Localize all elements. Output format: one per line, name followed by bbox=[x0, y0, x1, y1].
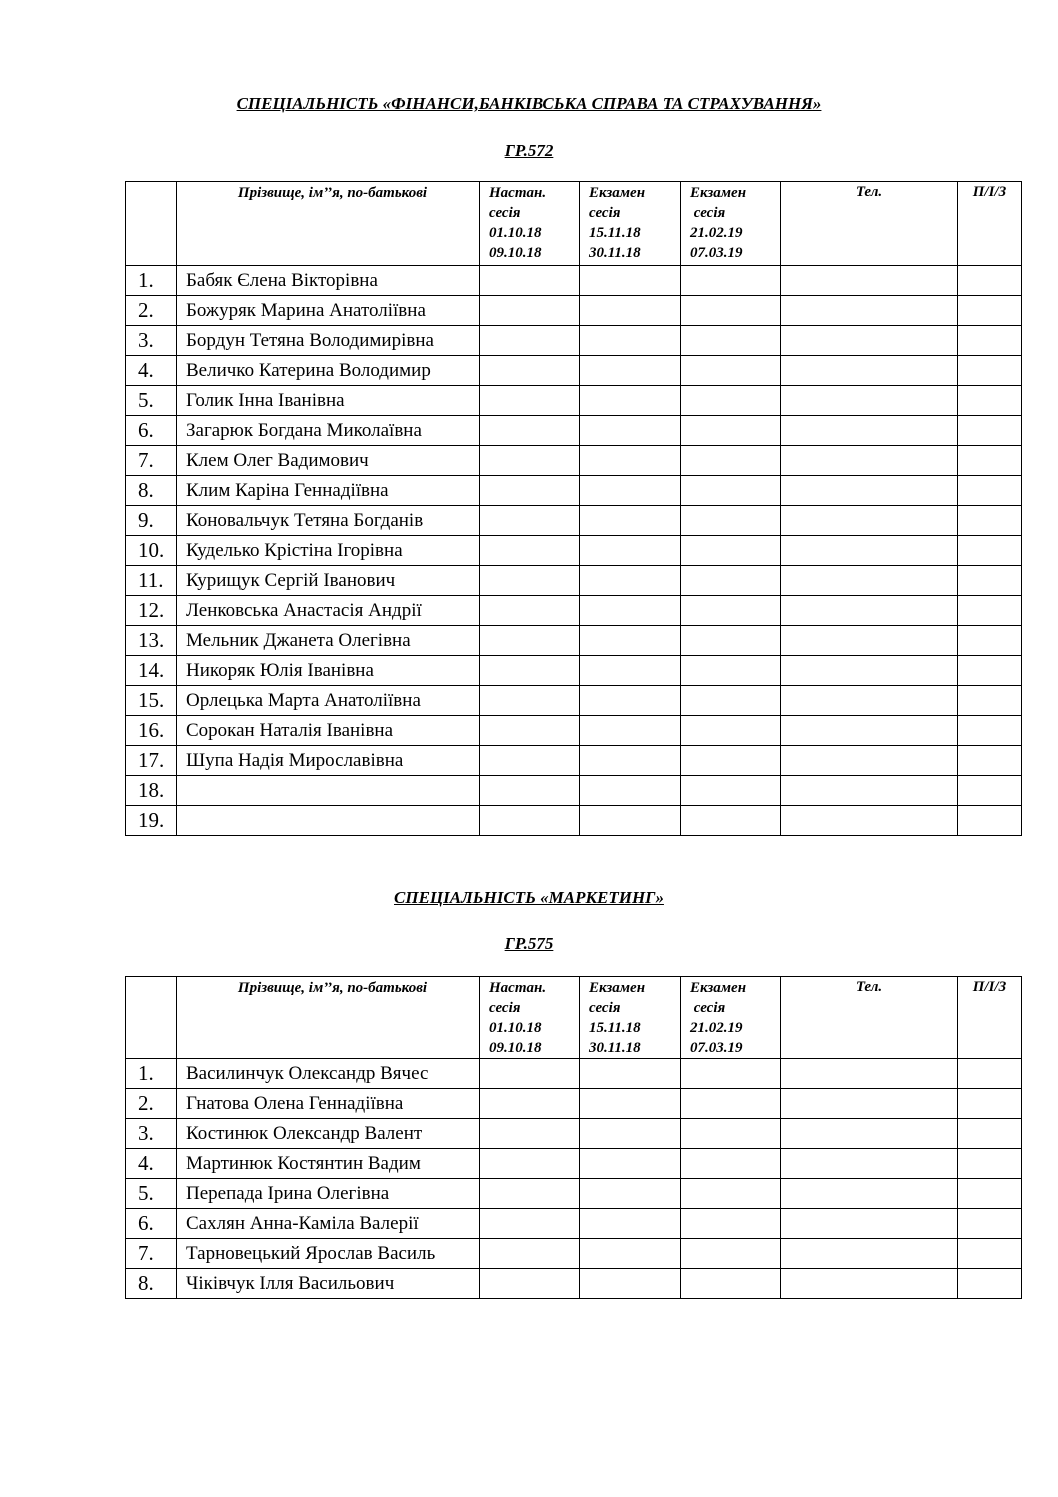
cell-pib bbox=[958, 266, 1022, 296]
cell-pib bbox=[958, 656, 1022, 686]
cell-session-3 bbox=[681, 626, 781, 656]
cell-pib bbox=[958, 1149, 1022, 1179]
table-row bbox=[126, 776, 1022, 806]
cell-pib bbox=[958, 476, 1022, 506]
cell-pib bbox=[958, 1239, 1022, 1269]
table-row bbox=[126, 416, 1022, 446]
cell-session-1 bbox=[480, 386, 580, 416]
table-row bbox=[126, 266, 1022, 296]
student-name: Гнатова Олена Геннадіївна bbox=[177, 1089, 480, 1119]
student-name: Загарюк Богдана Миколаївна bbox=[177, 416, 480, 446]
header-num bbox=[126, 977, 177, 1059]
cell-session-2 bbox=[580, 326, 681, 356]
cell-session-3 bbox=[681, 536, 781, 566]
cell-pib bbox=[958, 1059, 1022, 1089]
cell-tel bbox=[781, 1059, 958, 1089]
row-number: 10. bbox=[126, 536, 177, 566]
header-session-1: Настан. сесія 01.10.18 09.10.18 bbox=[480, 182, 580, 266]
student-name: Клем Олег Вадимович bbox=[177, 446, 480, 476]
cell-session-2 bbox=[580, 506, 681, 536]
cell-tel bbox=[781, 626, 958, 656]
cell-session-3 bbox=[681, 476, 781, 506]
table-row bbox=[126, 1059, 1022, 1089]
cell-tel bbox=[781, 1209, 958, 1239]
header-num bbox=[126, 182, 177, 266]
students-table-575 bbox=[125, 976, 1022, 1299]
cell-session-2 bbox=[580, 476, 681, 506]
cell-session-2 bbox=[580, 416, 681, 446]
header-tel: Тел. bbox=[781, 182, 958, 266]
row-number: 16. bbox=[126, 716, 177, 746]
cell-pib bbox=[958, 356, 1022, 386]
cell-session-2 bbox=[580, 446, 681, 476]
student-name: Бабяк Єлена Вікторівна bbox=[177, 266, 480, 296]
cell-session-1 bbox=[480, 716, 580, 746]
student-name: Шупа Надія Мирославівна bbox=[177, 746, 480, 776]
student-name: Костинюк Олександр Валент bbox=[177, 1119, 480, 1149]
row-number: 8. bbox=[126, 476, 177, 506]
row-number: 19. bbox=[126, 806, 177, 836]
cell-pib bbox=[958, 296, 1022, 326]
group-title-575: ГР.575 bbox=[504, 934, 554, 953]
cell-tel bbox=[781, 686, 958, 716]
cell-session-1 bbox=[480, 446, 580, 476]
cell-tel bbox=[781, 1119, 958, 1149]
row-number: 14. bbox=[126, 656, 177, 686]
header-session-2: Екзамен сесія 15.11.18 30.11.18 bbox=[580, 977, 681, 1059]
header-session-3: Екзамен сесія 21.02.19 07.03.19 bbox=[681, 182, 781, 266]
rows-575 bbox=[126, 1059, 1022, 1299]
cell-session-3 bbox=[681, 1209, 781, 1239]
cell-session-1 bbox=[480, 266, 580, 296]
cell-tel bbox=[781, 1089, 958, 1119]
cell-session-3 bbox=[681, 566, 781, 596]
table-header-row bbox=[126, 182, 1022, 266]
cell-pib bbox=[958, 446, 1022, 476]
student-name: Мартинюк Костянтин Вадим bbox=[177, 1149, 480, 1179]
cell-session-3 bbox=[681, 746, 781, 776]
row-number: 1. bbox=[126, 266, 177, 296]
cell-session-2 bbox=[580, 596, 681, 626]
cell-session-3 bbox=[681, 506, 781, 536]
cell-session-2 bbox=[580, 806, 681, 836]
table-row bbox=[126, 716, 1022, 746]
row-number: 9. bbox=[126, 506, 177, 536]
cell-tel bbox=[781, 566, 958, 596]
rows-572 bbox=[126, 266, 1022, 836]
row-number: 13. bbox=[126, 626, 177, 656]
cell-pib bbox=[958, 686, 1022, 716]
student-name bbox=[177, 776, 480, 806]
student-name: Перепада Ірина Олегівна bbox=[177, 1179, 480, 1209]
cell-pib bbox=[958, 536, 1022, 566]
row-number: 8. bbox=[126, 1269, 177, 1299]
cell-pib bbox=[958, 1269, 1022, 1299]
cell-session-1 bbox=[480, 686, 580, 716]
cell-session-1 bbox=[480, 626, 580, 656]
table-row bbox=[126, 356, 1022, 386]
student-name: Клим Каріна Геннадіївна bbox=[177, 476, 480, 506]
cell-session-3 bbox=[681, 266, 781, 296]
cell-session-2 bbox=[580, 656, 681, 686]
cell-pib bbox=[958, 386, 1022, 416]
cell-session-1 bbox=[480, 1209, 580, 1239]
cell-pib bbox=[958, 806, 1022, 836]
cell-pib bbox=[958, 626, 1022, 656]
table-row bbox=[126, 1179, 1022, 1209]
student-name: Курищук Сергій Іванович bbox=[177, 566, 480, 596]
cell-session-3 bbox=[681, 596, 781, 626]
table-row bbox=[126, 596, 1022, 626]
row-number: 2. bbox=[126, 1089, 177, 1119]
cell-session-3 bbox=[681, 1239, 781, 1269]
cell-tel bbox=[781, 806, 958, 836]
header-session-1: Настан. сесія 01.10.18 09.10.18 bbox=[480, 977, 580, 1059]
cell-session-1 bbox=[480, 1059, 580, 1089]
student-name: Бордун Тетяна Володимирівна bbox=[177, 326, 480, 356]
student-name: Тарновецький Ярослав Василь bbox=[177, 1239, 480, 1269]
table-row bbox=[126, 566, 1022, 596]
cell-pib bbox=[958, 1209, 1022, 1239]
cell-session-1 bbox=[480, 596, 580, 626]
cell-session-1 bbox=[480, 1119, 580, 1149]
cell-session-1 bbox=[480, 476, 580, 506]
row-number: 4. bbox=[126, 356, 177, 386]
cell-session-2 bbox=[580, 296, 681, 326]
cell-pib bbox=[958, 1089, 1022, 1119]
table-row bbox=[126, 656, 1022, 686]
row-number: 3. bbox=[126, 326, 177, 356]
student-name bbox=[177, 806, 480, 836]
row-number: 7. bbox=[126, 1239, 177, 1269]
student-name: Сорокан Наталія Іванівна bbox=[177, 716, 480, 746]
student-name: Голик Інна Іванівна bbox=[177, 386, 480, 416]
table-header-row bbox=[126, 977, 1022, 1059]
student-name: Ленковська Анастасія Андрії bbox=[177, 596, 480, 626]
cell-pib bbox=[958, 776, 1022, 806]
header-session-3: Екзамен сесія 21.02.19 07.03.19 bbox=[681, 977, 781, 1059]
table-row bbox=[126, 446, 1022, 476]
cell-session-1 bbox=[480, 536, 580, 566]
cell-tel bbox=[781, 1269, 958, 1299]
cell-session-2 bbox=[580, 776, 681, 806]
cell-session-3 bbox=[681, 1119, 781, 1149]
table-row bbox=[126, 626, 1022, 656]
row-number: 7. bbox=[126, 446, 177, 476]
cell-tel bbox=[781, 506, 958, 536]
header-name: Прізвище, ім’’я, по-батькові bbox=[177, 977, 480, 1059]
table-row bbox=[126, 476, 1022, 506]
cell-session-3 bbox=[681, 1149, 781, 1179]
cell-session-3 bbox=[681, 1179, 781, 1209]
header-pib: П/І/З bbox=[958, 182, 1022, 266]
group-title-572: ГР.572 bbox=[504, 141, 554, 160]
cell-session-3 bbox=[681, 416, 781, 446]
cell-session-1 bbox=[480, 416, 580, 446]
row-number: 6. bbox=[126, 416, 177, 446]
row-number: 15. bbox=[126, 686, 177, 716]
row-number: 11. bbox=[126, 566, 177, 596]
cell-pib bbox=[958, 716, 1022, 746]
student-name: Сахлян Анна-Каміла Валерії bbox=[177, 1209, 480, 1239]
student-name: Божуряк Марина Анатоліївна bbox=[177, 296, 480, 326]
table-row bbox=[126, 1119, 1022, 1149]
cell-session-2 bbox=[580, 746, 681, 776]
cell-session-1 bbox=[480, 746, 580, 776]
cell-session-2 bbox=[580, 1239, 681, 1269]
student-name: Василинчук Олександр Вячес bbox=[177, 1059, 480, 1089]
cell-session-1 bbox=[480, 566, 580, 596]
cell-session-3 bbox=[681, 296, 781, 326]
cell-session-3 bbox=[681, 1269, 781, 1299]
table-row bbox=[126, 536, 1022, 566]
cell-session-2 bbox=[580, 266, 681, 296]
table-row bbox=[126, 1239, 1022, 1269]
cell-session-3 bbox=[681, 656, 781, 686]
cell-pib bbox=[958, 506, 1022, 536]
cell-session-1 bbox=[480, 1269, 580, 1299]
cell-tel bbox=[781, 776, 958, 806]
cell-tel bbox=[781, 446, 958, 476]
cell-session-1 bbox=[480, 1179, 580, 1209]
student-name: Орлецька Марта Анатоліївна bbox=[177, 686, 480, 716]
cell-session-3 bbox=[681, 446, 781, 476]
cell-session-2 bbox=[580, 1179, 681, 1209]
cell-tel bbox=[781, 296, 958, 326]
student-name: Величко Катерина Володимир bbox=[177, 356, 480, 386]
cell-session-3 bbox=[681, 1059, 781, 1089]
row-number: 2. bbox=[126, 296, 177, 326]
table-row bbox=[126, 1149, 1022, 1179]
table-row bbox=[126, 1269, 1022, 1299]
cell-session-2 bbox=[580, 566, 681, 596]
row-number: 12. bbox=[126, 596, 177, 626]
section-title-marketing: СПЕЦІАЛЬНІСТЬ «МАРКЕТИНГ» bbox=[394, 888, 664, 907]
cell-tel bbox=[781, 416, 958, 446]
header-name: Прізвище, ім’’я, по-батькові bbox=[177, 182, 480, 266]
header-tel: Тел. bbox=[781, 977, 958, 1059]
section-title-finance: СПЕЦІАЛЬНІСТЬ «ФІНАНСИ,БАНКІВСЬКА СПРАВА ТА СТРАХУВАННЯ» bbox=[236, 94, 822, 113]
student-name: Чіківчук Ілля Васильович bbox=[177, 1269, 480, 1299]
row-number: 5. bbox=[126, 1179, 177, 1209]
table-row bbox=[126, 686, 1022, 716]
header-pib: П/І/З bbox=[958, 977, 1022, 1059]
student-name: Коновальчук Тетяна Богданів bbox=[177, 506, 480, 536]
cell-session-3 bbox=[681, 356, 781, 386]
cell-tel bbox=[781, 356, 958, 386]
student-name: Мельник Джанета Олегівна bbox=[177, 626, 480, 656]
table-row bbox=[126, 386, 1022, 416]
row-number: 17. bbox=[126, 746, 177, 776]
table-row bbox=[126, 1209, 1022, 1239]
cell-session-1 bbox=[480, 1089, 580, 1119]
cell-pib bbox=[958, 596, 1022, 626]
cell-pib bbox=[958, 1119, 1022, 1149]
row-number: 18. bbox=[126, 776, 177, 806]
cell-session-2 bbox=[580, 626, 681, 656]
row-number: 3. bbox=[126, 1119, 177, 1149]
cell-session-2 bbox=[580, 1149, 681, 1179]
cell-session-2 bbox=[580, 386, 681, 416]
cell-session-1 bbox=[480, 656, 580, 686]
cell-pib bbox=[958, 1179, 1022, 1209]
cell-tel bbox=[781, 746, 958, 776]
cell-session-1 bbox=[480, 1239, 580, 1269]
cell-session-3 bbox=[681, 686, 781, 716]
student-name: Куделько Крістіна Ігорівна bbox=[177, 536, 480, 566]
row-number: 5. bbox=[126, 386, 177, 416]
cell-session-1 bbox=[480, 326, 580, 356]
cell-pib bbox=[958, 746, 1022, 776]
cell-session-3 bbox=[681, 326, 781, 356]
row-number: 6. bbox=[126, 1209, 177, 1239]
cell-session-2 bbox=[580, 686, 681, 716]
cell-tel bbox=[781, 326, 958, 356]
cell-session-2 bbox=[580, 1059, 681, 1089]
row-number: 1. bbox=[126, 1059, 177, 1089]
cell-pib bbox=[958, 416, 1022, 446]
cell-session-1 bbox=[480, 356, 580, 386]
cell-session-1 bbox=[480, 1149, 580, 1179]
cell-tel bbox=[781, 266, 958, 296]
cell-tel bbox=[781, 1179, 958, 1209]
row-number: 4. bbox=[126, 1149, 177, 1179]
table-row bbox=[126, 806, 1022, 836]
students-table-572 bbox=[125, 181, 1022, 836]
cell-pib bbox=[958, 566, 1022, 596]
cell-session-2 bbox=[580, 1089, 681, 1119]
table-row bbox=[126, 1089, 1022, 1119]
cell-session-2 bbox=[580, 356, 681, 386]
cell-tel bbox=[781, 476, 958, 506]
cell-session-3 bbox=[681, 776, 781, 806]
cell-tel bbox=[781, 1239, 958, 1269]
table-row bbox=[126, 506, 1022, 536]
cell-session-3 bbox=[681, 386, 781, 416]
cell-tel bbox=[781, 386, 958, 416]
cell-tel bbox=[781, 596, 958, 626]
cell-tel bbox=[781, 1149, 958, 1179]
cell-session-2 bbox=[580, 716, 681, 746]
cell-session-1 bbox=[480, 806, 580, 836]
table-row bbox=[126, 326, 1022, 356]
cell-session-3 bbox=[681, 716, 781, 746]
cell-session-2 bbox=[580, 1209, 681, 1239]
cell-session-2 bbox=[580, 1119, 681, 1149]
cell-tel bbox=[781, 536, 958, 566]
student-name: Никоряк Юлія Іванівна bbox=[177, 656, 480, 686]
cell-session-1 bbox=[480, 776, 580, 806]
cell-session-3 bbox=[681, 1089, 781, 1119]
cell-tel bbox=[781, 716, 958, 746]
cell-session-2 bbox=[580, 1269, 681, 1299]
cell-session-1 bbox=[480, 506, 580, 536]
header-session-2: Екзамен сесія 15.11.18 30.11.18 bbox=[580, 182, 681, 266]
cell-session-2 bbox=[580, 536, 681, 566]
table-row bbox=[126, 296, 1022, 326]
table-row bbox=[126, 746, 1022, 776]
cell-pib bbox=[958, 326, 1022, 356]
cell-session-3 bbox=[681, 806, 781, 836]
cell-tel bbox=[781, 656, 958, 686]
cell-session-1 bbox=[480, 296, 580, 326]
